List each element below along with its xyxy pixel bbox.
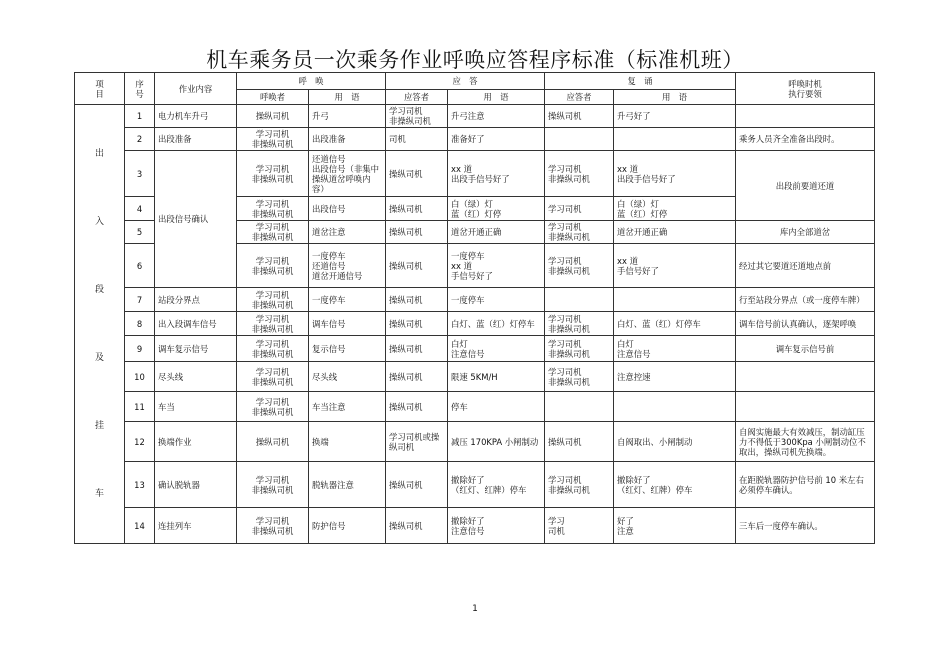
cell-answerer: 学习司机 非操纵司机: [386, 105, 448, 128]
cell-repeater: 学习司机 非操纵司机: [545, 336, 614, 362]
cell-content: 电力机车升弓: [155, 105, 237, 128]
table-row: [75, 336, 875, 362]
header-repeater: 应答者: [545, 90, 614, 105]
cell-answerer: 操纵司机: [386, 151, 448, 197]
table-row: [75, 312, 875, 336]
cell-repeat-term: 白灯 注意信号: [614, 336, 736, 362]
cell-seq: 8: [125, 312, 155, 336]
cell-answerer: 操纵司机: [386, 288, 448, 312]
cell-call-term: 尽头线: [309, 362, 386, 392]
cell-repeat-term: 白（绿）灯 蓝（红）灯停: [614, 197, 736, 221]
table-row: [75, 128, 875, 151]
cell-timing: 出段前要道还道: [736, 151, 875, 221]
cell-call-term: 出段信号: [309, 197, 386, 221]
header-repeat-term: 用 语: [614, 90, 736, 105]
cell-call-term: 一度停车: [309, 288, 386, 312]
cell-content: 确认脱轨器: [155, 462, 237, 508]
table-row: [75, 151, 875, 197]
cell-timing: 经过其它要道还道地点前: [736, 244, 875, 288]
cell-content: 出入段调车信号: [155, 312, 237, 336]
cell-answerer: 操纵司机: [386, 462, 448, 508]
procedure-table: [74, 72, 875, 544]
cell-caller: 学习司机 非操纵司机: [237, 151, 309, 197]
cell-call-term: 升弓: [309, 105, 386, 128]
cell-repeat-term: 撤除好了 （红灯、红牌）停车: [614, 462, 736, 508]
cell-seq: 1: [125, 105, 155, 128]
cell-seq: 5: [125, 221, 155, 244]
cell-answerer: 学习司机或操纵司机: [386, 422, 448, 462]
header-call-term: 用 语: [309, 90, 386, 105]
cell-call-term: 换端: [309, 422, 386, 462]
cell-answer-term: 限速 5KM/H: [448, 362, 545, 392]
cell-answer-term: 白灯、蓝（红）灯停车: [448, 312, 545, 336]
cell-answerer: 操纵司机: [386, 508, 448, 544]
header-repeat-group: 复 诵: [545, 73, 736, 90]
cell-timing: 三车后一度停车确认。: [736, 508, 875, 544]
cell-answer-term: 准备好了: [448, 128, 545, 151]
cell-repeater: [545, 392, 614, 422]
cell-answerer: 操纵司机: [386, 362, 448, 392]
cell-repeater: 学习司机: [545, 197, 614, 221]
cell-timing: [736, 105, 875, 128]
cell-call-term: 脱轨器注意: [309, 462, 386, 508]
cell-repeater: [545, 128, 614, 151]
cell-answerer: 操纵司机: [386, 244, 448, 288]
cell-seq: 3: [125, 151, 155, 197]
cell-repeat-term: 白灯、蓝（红）灯停车: [614, 312, 736, 336]
cell-seq: 12: [125, 422, 155, 462]
cell-seq: 13: [125, 462, 155, 508]
cell-timing: [736, 392, 875, 422]
cell-timing: 调车信号前认真确认，逐架呼唤: [736, 312, 875, 336]
cell-caller: 学习司机 非操纵司机: [237, 128, 309, 151]
cell-answer-term: 一度停车: [448, 288, 545, 312]
header-answer-group: 应 答: [386, 73, 545, 90]
cell-seq: 14: [125, 508, 155, 544]
cell-answer-term: 停车: [448, 392, 545, 422]
cell-repeater: 学习司机 非操纵司机: [545, 362, 614, 392]
cell-timing: 库内全部道岔: [736, 221, 875, 244]
cell-call-term: 车当注意: [309, 392, 386, 422]
cell-content: 换端作业: [155, 422, 237, 462]
cell-repeater: 操纵司机: [545, 422, 614, 462]
cell-answer-term: 升弓注意: [448, 105, 545, 128]
cell-answerer: 司机: [386, 128, 448, 151]
header-content: 作业内容: [155, 73, 237, 105]
cell-answer-term: 道岔开通正确: [448, 221, 545, 244]
cell-repeater: 学习司机 非操纵司机: [545, 151, 614, 197]
header-item: 项 目: [75, 73, 125, 105]
cell-content: 连挂列车: [155, 508, 237, 544]
table-row: [75, 422, 875, 462]
cell-content: 站段分界点: [155, 288, 237, 312]
page-number: 1: [472, 604, 478, 614]
cell-call-term: 复示信号: [309, 336, 386, 362]
cell-repeater: [545, 288, 614, 312]
table-row: [75, 462, 875, 508]
cell-repeater: 学习司机 非操纵司机: [545, 462, 614, 508]
table-row: [75, 392, 875, 422]
cell-seq: 7: [125, 288, 155, 312]
cell-content: 尽头线: [155, 362, 237, 392]
header-caller: 呼唤者: [237, 90, 309, 105]
cell-caller: 学习司机 非操纵司机: [237, 462, 309, 508]
cell-repeat-term: 道岔开通正确: [614, 221, 736, 244]
cell-repeat-term: 升弓好了: [614, 105, 736, 128]
cell-timing: [736, 362, 875, 392]
table-row: [75, 288, 875, 312]
cell-repeater: 学习 司机: [545, 508, 614, 544]
cell-content: 出段信号确认: [155, 151, 237, 288]
cell-caller: 操纵司机: [237, 105, 309, 128]
cell-seq: 11: [125, 392, 155, 422]
table-row: [75, 508, 875, 544]
cell-seq: 2: [125, 128, 155, 151]
cell-answer-term: xx 道 出段手信号好了: [448, 151, 545, 197]
cell-repeater: 学习司机 非操纵司机: [545, 312, 614, 336]
cell-timing: 在距脱轨器防护信号前 10 米左右必须停车确认。: [736, 462, 875, 508]
cell-caller: 操纵司机: [237, 422, 309, 462]
header-row-1: [75, 73, 875, 90]
cell-call-term: 防护信号: [309, 508, 386, 544]
table-row: [75, 105, 875, 128]
cell-answerer: 操纵司机: [386, 197, 448, 221]
cell-call-term: 道岔注意: [309, 221, 386, 244]
cell-answer-term: 一度停车 xx 道 手信号好了: [448, 244, 545, 288]
cell-repeat-term: 注意控速: [614, 362, 736, 392]
cell-answerer: 操纵司机: [386, 336, 448, 362]
cell-seq: 10: [125, 362, 155, 392]
cell-caller: 学习司机 非操纵司机: [237, 508, 309, 544]
cell-content: 车当: [155, 392, 237, 422]
cell-timing: 乘务人员齐全准备出段时。: [736, 128, 875, 151]
cell-caller: 学习司机 非操纵司机: [237, 288, 309, 312]
cell-answer-term: 白（绿）灯 蓝（红）灯停: [448, 197, 545, 221]
cell-seq: 6: [125, 244, 155, 288]
cell-timing: 自阀实施最大有效减压，制动缸压力不得低于300Kpa 小闸制动位不取出，操纵司机先换端。: [736, 422, 875, 462]
cell-answerer: 操纵司机: [386, 221, 448, 244]
cell-repeat-term: [614, 128, 736, 151]
cell-repeater: 学习司机 非操纵司机: [545, 244, 614, 288]
cell-repeat-term: 好了 注意: [614, 508, 736, 544]
header-call-group: 呼 唤: [237, 73, 386, 90]
cell-call-term: 出段准备: [309, 128, 386, 151]
cell-seq: 9: [125, 336, 155, 362]
cell-repeater: 操纵司机: [545, 105, 614, 128]
page-title: 机车乘务员一次乘务作业呼唤应答程序标准（标准机班）: [206, 48, 744, 72]
cell-repeat-term: 自阀取出、小闸制动: [614, 422, 736, 462]
cell-caller: 学习司机 非操纵司机: [237, 221, 309, 244]
header-answerer: 应答者: [386, 90, 448, 105]
cell-call-term: 调车信号: [309, 312, 386, 336]
table-row: [75, 362, 875, 392]
cell-answer-term: 减压 170KPA 小闸制动: [448, 422, 545, 462]
header-seq: 序 号: [125, 73, 155, 105]
cell-content: 调车复示信号: [155, 336, 237, 362]
cell-call-term: 还道信号 出段信号（非集中操纵道岔呼唤内容）: [309, 151, 386, 197]
cell-answerer: 操纵司机: [386, 392, 448, 422]
header-answer-term: 用 语: [448, 90, 545, 105]
cell-timing: 行至站段分界点（或一度停车牌）: [736, 288, 875, 312]
cell-caller: 学习司机 非操纵司机: [237, 312, 309, 336]
cell-seq: 4: [125, 197, 155, 221]
cell-call-term: 一度停车 还道信号 道岔开通信号: [309, 244, 386, 288]
cell-content: 出段准备: [155, 128, 237, 151]
table-body: [75, 105, 875, 544]
cell-caller: 学习司机 非操纵司机: [237, 197, 309, 221]
cell-caller: 学习司机 非操纵司机: [237, 336, 309, 362]
header-timing: 呼唤时机 执行要领: [736, 73, 875, 105]
cell-answer-term: 撤除好了 注意信号: [448, 508, 545, 544]
cell-repeat-term: [614, 288, 736, 312]
cell-timing: 调车复示信号前: [736, 336, 875, 362]
cell-caller: 学习司机 非操纵司机: [237, 392, 309, 422]
cell-answer-term: 白灯 注意信号: [448, 336, 545, 362]
cell-caller: 学习司机 非操纵司机: [237, 244, 309, 288]
cell-repeat-term: xx 道 出段手信号好了: [614, 151, 736, 197]
cell-repeater: 学习司机 非操纵司机: [545, 221, 614, 244]
cell-answerer: 操纵司机: [386, 312, 448, 336]
cell-repeat-term: [614, 392, 736, 422]
cell-answer-term: 撤除好了 （红灯、红牌）停车: [448, 462, 545, 508]
cell-repeat-term: xx 道 手信号好了: [614, 244, 736, 288]
category-cell: 出 入 段 及 挂 车: [75, 105, 125, 544]
cell-caller: 学习司机 非操纵司机: [237, 362, 309, 392]
